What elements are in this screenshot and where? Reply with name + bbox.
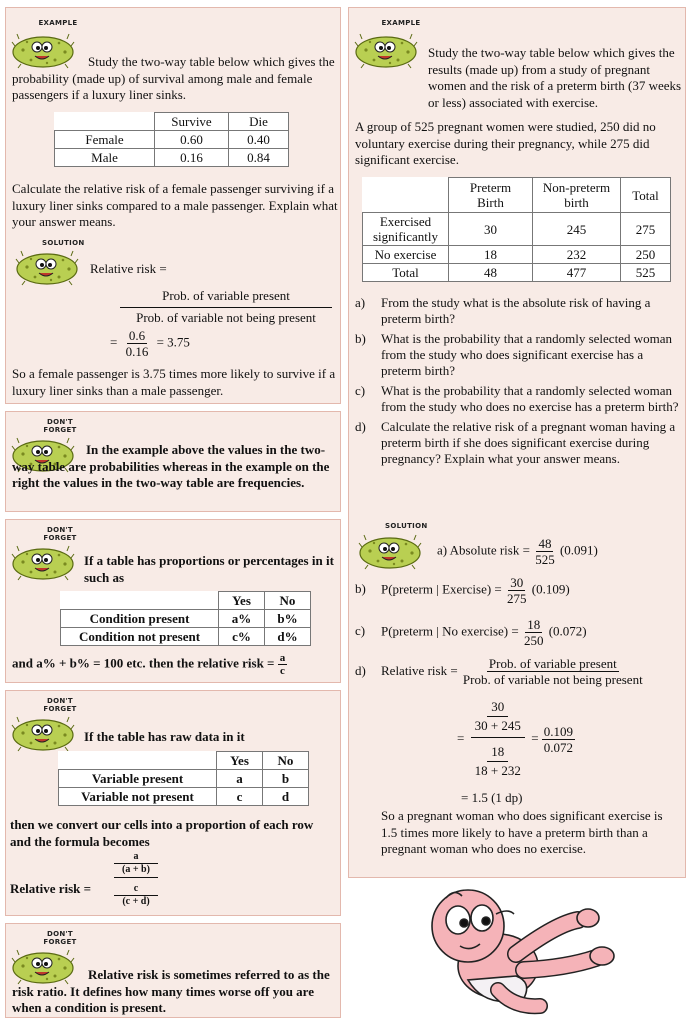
table-cell: 0.60 [155, 131, 229, 149]
fraction: $\frac{0.109}{0.072}$ [543, 723, 574, 755]
fraction-denominator: 0.16 [125, 344, 149, 359]
left-conclusion: So a female passenger is 3.75 times more likely to survive if a luxury liner sinks than a male passenger. [12, 366, 336, 398]
example-label: EXAMPLE [38, 19, 78, 27]
table-cell: 477 [533, 264, 621, 282]
table-header: Yes [217, 752, 263, 770]
solution-label: SOLUTION [42, 239, 85, 247]
relative-risk-label: Relative risk = [90, 261, 167, 276]
dont-forget-label: DON'T FORGET [43, 526, 77, 542]
row-label: Variable present [59, 770, 217, 788]
row-label: Exercised significantly [363, 213, 449, 246]
left-example-panel [5, 7, 341, 404]
right-example-paragraph: A group of 525 pregnant women were studied, 250 did no voluntary exercise during their pregnancy, while 275 did significant exercise. [355, 119, 656, 168]
question-list [355, 295, 681, 471]
row-label: Variable not present [59, 788, 217, 806]
table-cell: a [217, 770, 263, 788]
preterm-table [362, 177, 671, 282]
formula-numerator: Prob. of variable present [120, 288, 332, 308]
table-header: Survive [155, 113, 229, 131]
table-cell: a% [219, 610, 265, 628]
dont-forget-label: DON'T FORGET [43, 418, 77, 434]
row-label: No exercise [363, 246, 449, 264]
dont-forget-panel-2 [5, 519, 341, 683]
table-cell: 232 [533, 246, 621, 264]
table-header: Yes [219, 592, 265, 610]
table-header: No [265, 592, 311, 610]
bug-mascot-icon [14, 247, 80, 289]
solution-d: d) Relative risk = $\frac{\text{Prob. of variable present}}{\text{Prob. of variable not being present}}$ [355, 656, 643, 687]
percent-table [60, 591, 311, 646]
dont-forget-panel-3 [5, 690, 341, 916]
compound-fraction [114, 851, 158, 908]
row-label: Total [363, 264, 449, 282]
survival-table [54, 112, 289, 167]
bottom-denominator: (c + d) [122, 896, 150, 907]
dont-forget-text: If the table has raw data in it [84, 729, 245, 744]
dont-forget-text: In the example above the values in the two-way table are probabilities whereas in the example on the right the values in the two-way table are frequencies. [12, 442, 330, 491]
raw-data-table [58, 751, 309, 806]
table-cell: c [217, 788, 263, 806]
right-example-intro: Study the two-way table below which gives the results (made up) from a study of pregnant women and the risk of a preterm birth (37 weeks or less) associated with exercise. [428, 45, 682, 110]
table-cell: 18 [449, 246, 533, 264]
right-conclusion: So a pregnant woman who does significant exercise is 1.5 times more likely to have a preterm birth than a pregnant woman who does no exercise. [381, 808, 663, 857]
fraction: $\frac{18}{250}$ [523, 617, 544, 648]
list-item: b) What is the probability that a randomly selected woman from the study who does significant exercise has a preterm birth? [355, 331, 672, 378]
fraction: $\frac{30}{275}$ [507, 575, 527, 606]
compound-fraction: 30 30 + 245 18 18 + 232 [471, 698, 525, 780]
rr-formula: $\frac{\text{Prob. of variable present}}{\text{Prob. of variable not being present}}$ [462, 656, 643, 687]
table-cell: d [263, 788, 309, 806]
row-label: Condition present [61, 610, 219, 628]
bug-mascot-icon [10, 542, 76, 584]
row-label: Condition not present [61, 628, 219, 646]
baby-icon [406, 884, 626, 1019]
dont-forget-label: DON'T FORGET [43, 930, 77, 946]
dont-forget-text: If a table has proportions or percentages in it such as [84, 553, 334, 585]
left-example-intro: Study the two-way table below which gives the probability (made up) of survival among male and female passengers if a luxury liner sinks. [12, 54, 335, 103]
table-cell: 48 [449, 264, 533, 282]
top-denominator: (a + b) [114, 864, 158, 878]
dont-forget-text-2: then we convert our cells into a proportion of each row and the formula becomes [10, 817, 314, 849]
left-example-question: Calculate the relative risk of a female passenger surviving if a luxury liner sinks compared to a male passenger. Explain what your answer means. [12, 181, 338, 230]
solution-c: c) P(preterm | No exercise) = $\frac{18}{250}$ (0.072) [355, 617, 587, 648]
relative-risk-label: Relative risk = [10, 881, 92, 896]
table-header: Non-preterm birth [533, 178, 621, 213]
bug-mascot-icon [10, 713, 76, 755]
table-cell: 245 [533, 213, 621, 246]
table-cell: b% [265, 610, 311, 628]
example-label: EXAMPLE [381, 19, 421, 27]
dont-forget-panel-1 [5, 411, 341, 512]
table-header: Total [621, 178, 671, 213]
fraction-numerator: 0.6 [128, 328, 146, 343]
table-cell: 30 [449, 213, 533, 246]
fraction: $\frac{48}{525}$ [535, 536, 555, 567]
list-item: c) What is the probability that a randomly selected woman from the study who does no exercise has a preterm birth? [355, 383, 679, 414]
equals-sign: = [110, 334, 118, 350]
rr-calculation [110, 328, 190, 359]
row-label: Male [55, 149, 155, 167]
dont-forget-panel-4 [5, 923, 341, 1018]
table-cell: c% [219, 628, 265, 646]
table-cell: 0.84 [229, 149, 289, 167]
list-item: d) Calculate the relative risk of a pregnant woman having a preterm birth if she does significant exercise during pregnancy? Explain what your answer means. [355, 419, 676, 466]
table-cell: 250 [621, 246, 671, 264]
table-header: No [263, 752, 309, 770]
table-cell: 275 [621, 213, 671, 246]
table-header: Preterm Birth [449, 178, 533, 213]
bug-mascot-icon [353, 30, 419, 72]
list-item: a) From the study what is the absolute risk of having a preterm birth? [355, 295, 651, 326]
row-label: Female [55, 131, 155, 149]
right-example-panel [348, 7, 686, 878]
ratio-fraction [124, 328, 151, 359]
rr-result: = 3.75 [156, 334, 190, 350]
table-cell: b [263, 770, 309, 788]
relative-risk-footer: and a% + b% = 100 etc. then the relative risk = $\frac{a}{c}$ [12, 652, 286, 677]
rr-fraction: $\frac{a}{c}$ [279, 652, 286, 677]
table-cell: 0.16 [155, 149, 229, 167]
table-header: Die [229, 113, 289, 131]
compound-calc: = 30 30 + 245 18 18 + 232 = $\frac{0.109}{0.072}$ [457, 699, 574, 778]
rr-formula [120, 288, 332, 326]
dont-forget-label: DON'T FORGET [43, 697, 77, 713]
rr-result: = 1.5 (1 dp) [461, 790, 523, 805]
dont-forget-text: Relative risk is sometimes referred to as the risk ratio. It defines how many times worse off you are when a condition is present. [12, 967, 330, 1016]
table-cell: 0.40 [229, 131, 289, 149]
table-cell: 525 [621, 264, 671, 282]
formula-denominator: Prob. of variable not being present [136, 309, 316, 325]
table-cell: d% [265, 628, 311, 646]
top-numerator: a [114, 851, 158, 864]
bottom-numerator: c [114, 883, 158, 896]
solution-a: a) Absolute risk = $\frac{48}{525}$ (0.091) [437, 536, 598, 567]
solution-b: b) P(preterm | Exercise) = $\frac{30}{275}$ (0.109) [355, 575, 570, 606]
bug-mascot-icon [357, 531, 423, 573]
solution-label: SOLUTION [385, 522, 428, 530]
